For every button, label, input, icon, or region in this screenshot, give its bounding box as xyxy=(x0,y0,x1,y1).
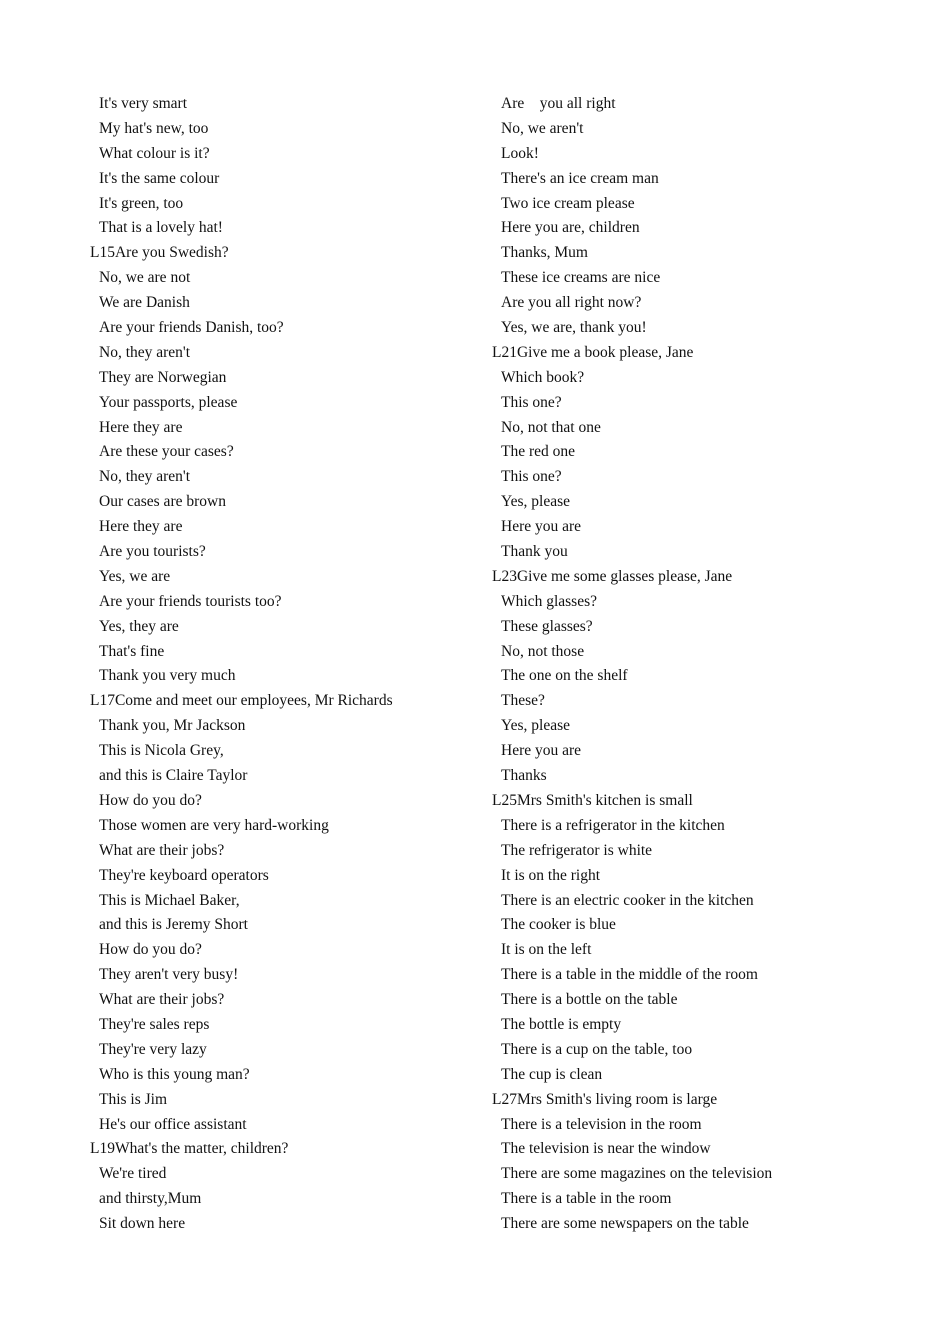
lesson-heading: L19What's the matter, children? xyxy=(90,1140,289,1158)
lesson-heading: L25Mrs Smith's kitchen is small xyxy=(492,791,693,809)
text-line: Here you are xyxy=(501,518,582,536)
text-line: They aren't very busy! xyxy=(99,966,239,984)
text-line: This one? xyxy=(501,468,562,486)
text-line: There are some newspapers on the table xyxy=(501,1215,749,1233)
text-line: Which book? xyxy=(501,368,585,386)
text-line: It is on the left xyxy=(501,941,592,959)
text-line: Here you are, children xyxy=(501,219,640,237)
text-line: This is Michael Baker, xyxy=(99,891,240,909)
text-line: Yes, they are xyxy=(99,617,179,635)
text-line: We're tired xyxy=(99,1165,167,1183)
text-line: There is a refrigerator in the kitchen xyxy=(501,816,725,834)
text-line: He's our office assistant xyxy=(99,1115,247,1133)
text-line: The television is near the window xyxy=(501,1140,711,1158)
text-line: What are their jobs? xyxy=(99,841,225,859)
lesson-heading: L21Give me a book please, Jane xyxy=(492,343,694,361)
lesson-heading: L27Mrs Smith's living room is large xyxy=(492,1090,718,1108)
text-line: Here you are xyxy=(501,742,582,760)
text-line: They are Norwegian xyxy=(99,368,227,386)
text-line: Look! xyxy=(501,144,539,162)
text-line: There is a table in the middle of the room xyxy=(501,966,758,984)
text-line: There is an electric cooker in the kitchen xyxy=(501,891,754,909)
text-line: Our cases are brown xyxy=(99,493,226,511)
text-line: We are Danish xyxy=(99,294,190,312)
text-line: Are you all right xyxy=(501,95,616,112)
text-line: They're sales reps xyxy=(99,1015,210,1033)
text-line: No, we aren't xyxy=(501,119,584,137)
text-line: The cup is clean xyxy=(501,1065,603,1083)
text-line: These? xyxy=(501,692,545,710)
text-line: Thank you xyxy=(501,543,568,561)
left-text-column xyxy=(90,92,480,1237)
text-line: The cooker is blue xyxy=(501,916,616,934)
text-line: Thanks xyxy=(501,767,547,785)
text-line: The refrigerator is white xyxy=(501,841,653,859)
text-line: Are these your cases? xyxy=(99,443,234,461)
text-line: It's green, too xyxy=(99,194,184,212)
lesson-heading: L23Give me some glasses please, Jane xyxy=(492,567,733,585)
text-line: Here they are xyxy=(99,518,183,536)
text-line: This is Nicola Grey, xyxy=(99,742,224,760)
text-line: This one? xyxy=(501,393,562,411)
text-line: and this is Jeremy Short xyxy=(99,916,248,934)
lesson-heading: L15Are you Swedish? xyxy=(90,244,229,262)
text-line: Yes, we are xyxy=(99,567,171,585)
text-line: There is a television in the room xyxy=(501,1115,702,1133)
text-line: Yes, please xyxy=(501,493,571,511)
text-line: Thank you, Mr Jackson xyxy=(99,717,246,735)
text-line: These glasses? xyxy=(501,617,593,635)
text-line: Sit down here xyxy=(99,1215,186,1233)
text-line: They're very lazy xyxy=(99,1040,207,1058)
text-line: Which glasses? xyxy=(501,592,597,610)
text-line: There are some magazines on the television xyxy=(501,1165,773,1183)
text-line: That is a lovely hat! xyxy=(99,219,223,237)
text-line: Are you tourists? xyxy=(99,543,206,561)
text-line: How do you do? xyxy=(99,791,202,809)
text-line: This is Jim xyxy=(99,1090,168,1108)
text-line: and thirsty,Mum xyxy=(99,1190,202,1208)
text-line: The one on the shelf xyxy=(501,667,628,685)
right-text-column xyxy=(492,92,912,1237)
text-line: No, not those xyxy=(501,642,585,660)
text-line: Two ice cream please xyxy=(501,194,635,212)
text-line: Yes, please xyxy=(501,717,571,735)
text-line: Are your friends tourists too? xyxy=(99,592,282,610)
text-line: How do you do? xyxy=(99,941,202,959)
text-line: Those women are very hard-working xyxy=(99,816,329,834)
text-line: There is a cup on the table, too xyxy=(501,1040,693,1058)
text-line: No, we are not xyxy=(99,269,191,287)
text-line: Who is this young man? xyxy=(99,1065,250,1083)
text-line: Thanks, Mum xyxy=(501,244,588,262)
text-line: Thank you very much xyxy=(99,667,236,685)
text-line: What colour is it? xyxy=(99,144,210,162)
text-line: No, not that one xyxy=(501,418,601,436)
lesson-heading: L17Come and meet our employees, Mr Richards xyxy=(90,692,393,710)
text-line: Are your friends Danish, too? xyxy=(99,319,284,337)
text-line: These ice creams are nice xyxy=(501,269,661,287)
text-line: There's an ice cream man xyxy=(501,169,659,187)
text-line: There is a table in the room xyxy=(501,1190,672,1208)
text-line: What are their jobs? xyxy=(99,991,225,1009)
text-line: It's the same colour xyxy=(99,169,220,187)
text-line: No, they aren't xyxy=(99,343,191,361)
text-line: My hat's new, too xyxy=(99,119,209,137)
text-line: and this is Claire Taylor xyxy=(99,767,248,785)
text-line: It's very smart xyxy=(99,95,188,112)
text-line: Are you all right now? xyxy=(501,294,642,312)
text-line: They're keyboard operators xyxy=(99,866,269,884)
text-line: That's fine xyxy=(99,642,165,660)
text-line: The red one xyxy=(501,443,576,461)
text-line: The bottle is empty xyxy=(501,1015,622,1033)
text-line: There is a bottle on the table xyxy=(501,991,678,1009)
text-line: Your passports, please xyxy=(99,393,238,411)
text-line: No, they aren't xyxy=(99,468,191,486)
text-line: Yes, we are, thank you! xyxy=(501,319,647,337)
text-line: It is on the right xyxy=(501,866,601,884)
text-line: Here they are xyxy=(99,418,183,436)
